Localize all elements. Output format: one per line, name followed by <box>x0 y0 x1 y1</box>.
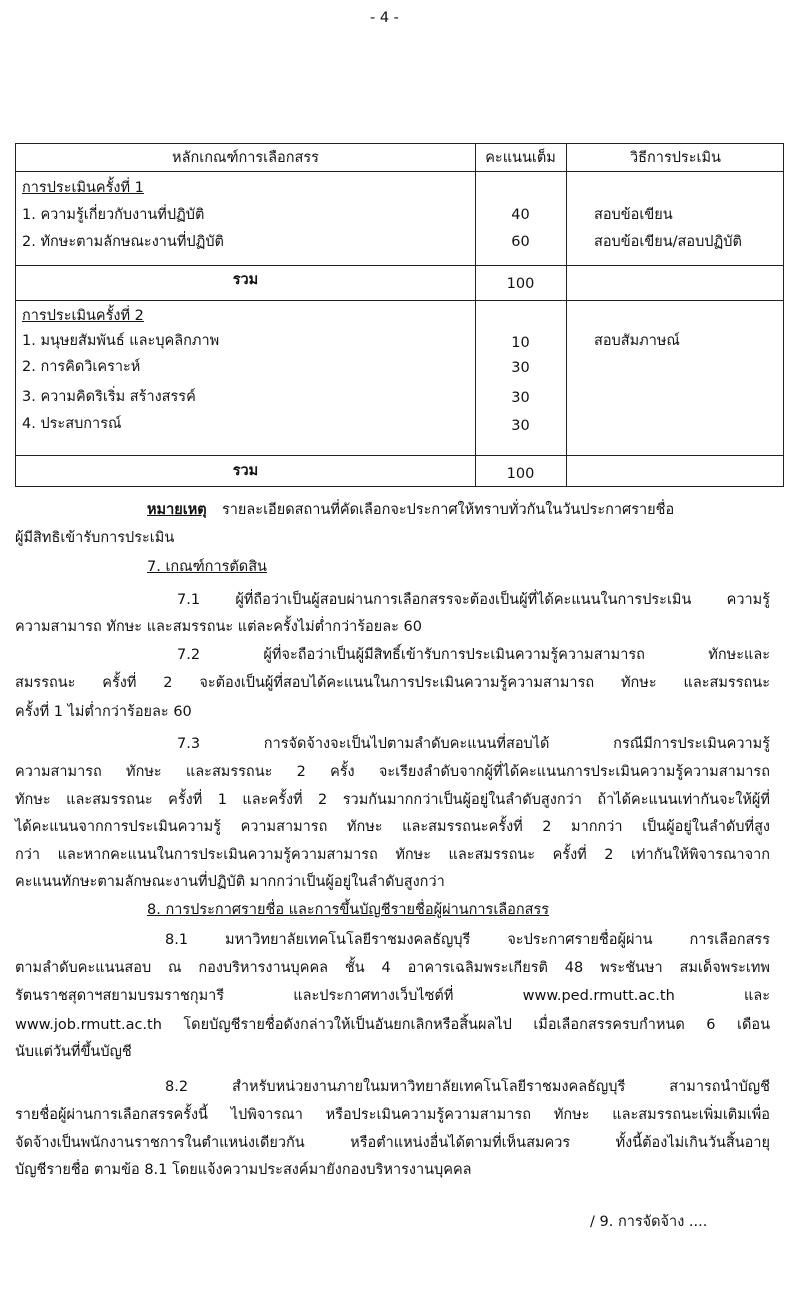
total-label: รวม <box>232 463 259 479</box>
section-8-title: 8. การประกาศรายชื่อ และการขึ้นบัญชีรายชื่อผู้ผ่านการเลือกสรร <box>147 902 550 918</box>
paragraph-line: บัญชีรายชื่อ ตามข้อ 8.1 โดยแจ้งความประสงค์มายังกองบริหารงานบุคคล <box>15 1162 472 1178</box>
paragraph-line: 7.1 ผู้ที่ถือว่าเป็นผู้สอบผ่านการเลือกสรรจะต้องเป็นผู้ที่ได้คะแนนในการประเมิน ความรู้ <box>177 592 770 608</box>
note-label: หมายเหตุ <box>147 502 207 518</box>
table-row-item: 1. ความรู้เกี่ยวกับงานที่ปฏิบัติ <box>22 207 205 223</box>
paragraph-line: นับแต่วันที่ขึ้นบัญชี <box>15 1044 132 1060</box>
header-score: คะแนนเต็ม <box>485 150 556 166</box>
paragraph-line: ตามลำดับคะแนนสอบ ณ กองบริหารงานบุคคล ชั้น 4 อาคารเฉลิมพระเกียรติ 48 พระชันษา สมเด็จพระเทพ <box>15 960 770 976</box>
table-row-method: สอบข้อเขียน/สอบปฏิบัติ <box>594 234 742 250</box>
header-criteria: หลักเกณฑ์การเลือกสรร <box>172 150 319 166</box>
criteria-table <box>15 143 784 487</box>
table-row-item: 2. การคิดวิเคราะห์ <box>22 359 141 375</box>
table-row-method: สอบสัมภาษณ์ <box>594 333 680 349</box>
paragraph-line: 8.2 สำหรับหน่วยงานภายในมหาวิทยาลัยเทคโนโลยีราชมงคลธัญบุรี สามารถนำบัญชี <box>165 1079 770 1095</box>
paragraph-line: รัตนราชสุดาฯสยามบรมราชกุมารี และประกาศทางเว็บไซต์ที่ www.ped.rmutt.ac.th และ <box>15 988 770 1004</box>
table-row-item: 1. มนุษยสัมพันธ์ และบุคลิกภาพ <box>22 333 220 349</box>
table-row-item: 3. ความคิดริเริ่ม สร้างสรรค์ <box>22 389 196 405</box>
paragraph-line: www.job.rmutt.ac.th โดยบัญชีรายชื่อดังกล่าวให้เป็นอันยกเลิกหรือสิ้นผลไป เมื่อเลือกสรรครบกำหนด 6 เดือน <box>15 1017 770 1033</box>
paragraph-line: ได้คะแนนจากการประเมินความรู้ ความสามารถ ทักษะ และสมรรถนะครั้งที่ 2 มากกว่า เป็นผู้อยู่ในลำดับที่สูง <box>15 819 770 835</box>
section-1-title: การประเมินครั้งที่ 1 <box>22 180 144 196</box>
table-row-method: สอบข้อเขียน <box>594 207 673 223</box>
section-7-title: 7. เกณฑ์การตัดสิน <box>147 559 267 575</box>
table-row-score: 30 <box>511 418 530 434</box>
table-row-item: 2. ทักษะตามลักษณะงานที่ปฏิบัติ <box>22 234 224 250</box>
paragraph-line: ทักษะ และสมรรถนะ ครั้งที่ 1 และครั้งที่ 2 รวมกันมากกว่าเป็นผู้อยู่ในลำดับสูงกว่า ถ้าได้คะแนนเท่ากันจะให้ผู้ที่ <box>15 792 770 808</box>
paragraph-line: สมรรถนะ ครั้งที่ 2 จะต้องเป็นผู้ที่สอบได้คะแนนในการประเมินความรู้ความสามารถ ทักษะ และสมรรถนะ <box>15 675 770 691</box>
paragraph-line: 8.1 มหาวิทยาลัยเทคโนโลยีราชมงคลธัญบุรี จะประกาศรายชื่อผู้ผ่าน การเลือกสรร <box>165 932 770 948</box>
paragraph-line: กว่า และหากคะแนนในการประเมินความรู้ความสามารถ ทักษะ และสมรรถนะ ครั้งที่ 2 เท่ากันให้พิจารณาจาก <box>15 847 770 863</box>
paragraph-line: ความสามารถ ทักษะ และสมรรถนะ 2 ครั้ง จะเรียงลำดับจากผู้ที่ได้คะแนนการประเมินความรู้ความสามารถ <box>15 764 770 780</box>
paragraph-line: ความสามารถ ทักษะ และสมรรถนะ แต่ละครั้งไม่ต่ำกว่าร้อยละ 60 <box>15 619 422 635</box>
total-label: รวม <box>232 272 259 288</box>
note-text: ผู้มีสิทธิเข้ารับการประเมิน <box>15 530 175 546</box>
table-row-score: 30 <box>511 390 530 406</box>
table-row-score: 60 <box>511 234 530 250</box>
note-text: รายละเอียดสถานที่คัดเลือกจะประกาศให้ทราบทั่วกันในวันประกาศรายชื่อ <box>222 502 675 518</box>
header-method: วิธีการประเมิน <box>630 150 721 166</box>
total-value: 100 <box>506 466 535 482</box>
paragraph-line: จัดจ้างเป็นพนักงานราชการในตำแหน่งเดียวกัน หรือตำแหน่งอื่นได้ตามที่เห็นสมควร ทั้งนี้ต้องไม่เกินวันสิ้นอายุ <box>15 1135 770 1151</box>
table-row-score: 10 <box>511 335 530 351</box>
paragraph-line: 7.2 ผู้ที่จะถือว่าเป็นผู้มีสิทธิ์เข้ารับการประเมินความรู้ความสามารถ ทักษะและ <box>177 647 770 663</box>
page-number: - 4 - <box>370 10 399 26</box>
total-value: 100 <box>506 276 535 292</box>
paragraph-line: 7.3 การจัดจ้างจะเป็นไปตามลำดับคะแนนที่สอบได้ กรณีมีการประเมินความรู้ <box>177 736 770 752</box>
paragraph-line: รายชื่อผู้ผ่านการเลือกสรรครั้งนี้ ไปพิจารณา หรือประเมินความรู้ความสามารถ ทักษะ และสมรรถนะเพิ่มเติมเพื่อ <box>15 1107 770 1123</box>
continuation-footer: / 9. การจัดจ้าง .... <box>590 1214 708 1230</box>
table-row-score: 40 <box>511 207 530 223</box>
table-row-score: 30 <box>511 360 530 376</box>
table-row-item: 4. ประสบการณ์ <box>22 416 122 432</box>
section-2-title: การประเมินครั้งที่ 2 <box>22 308 144 324</box>
paragraph-line: คะแนนทักษะตามลักษณะงานที่ปฏิบัติ มากกว่าเป็นผู้อยู่ในลำดับสูงกว่า <box>15 874 445 890</box>
paragraph-line: ครั้งที่ 1 ไม่ต่ำกว่าร้อยละ 60 <box>15 704 192 720</box>
